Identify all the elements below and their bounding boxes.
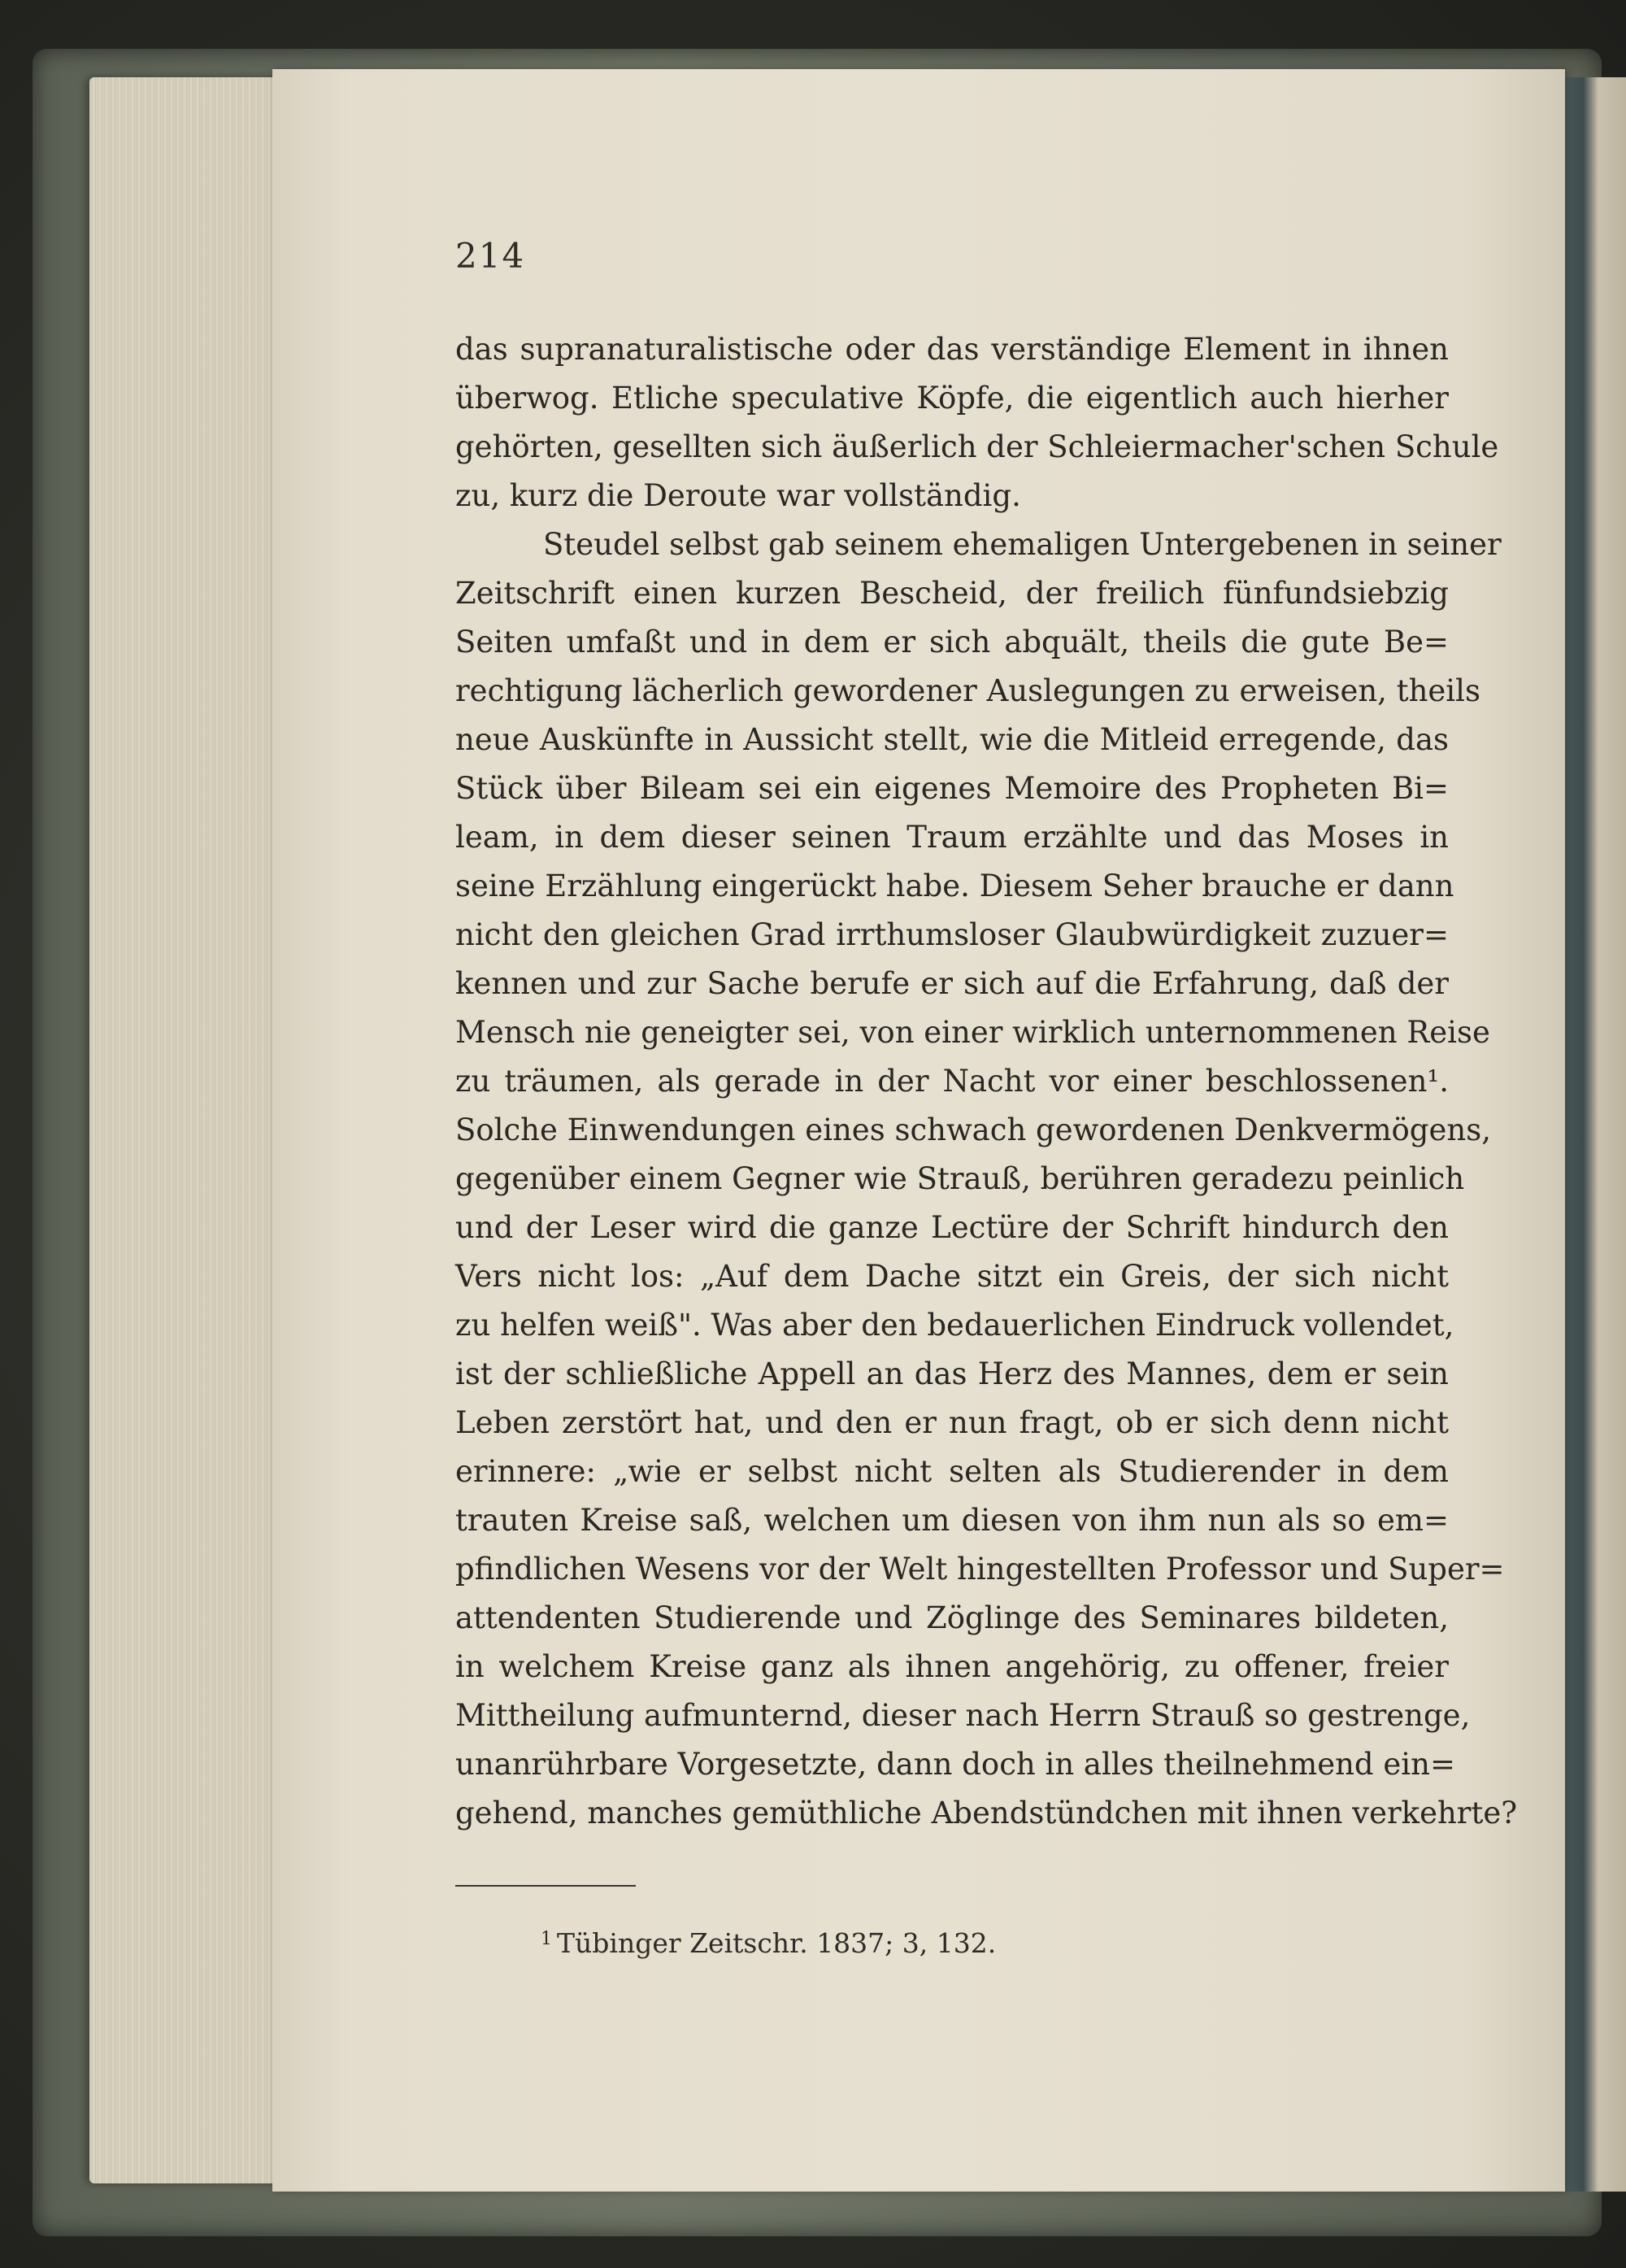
page-stack-edge [89,77,285,2183]
text-line: in welchem Kreise ganz als ihnen angehörig, zu offener, freier [455,1649,1449,1684]
text-line: neue Auskünfte in Aussicht stellt, wie die Mitleid erregende, das [455,722,1449,757]
text-line: attendenten Studierende und Zöglinge des Seminares bildeten, [455,1600,1449,1635]
footnote-marker: 1 [541,1929,552,1949]
text-line: zu helfen weiß". Was aber den bedauerlichen Eindruck vollendet, [455,1308,1454,1343]
text-line: trauten Kreise saß, welchen um diesen von ihm nun als so em= [455,1503,1449,1538]
text-line: Stück über Bileam sei ein eigenes Memoire des Propheten Bi= [455,771,1449,806]
text-line: Solche Einwendungen eines schwach gewordenen Denkvermögens, [455,1112,1491,1147]
text-line: Mittheilung aufmunternd, dieser nach Herrn Strauß so gestrenge, [455,1698,1471,1733]
text-line: ist der schließliche Appell an das Herz des Mannes, dem er sein [455,1356,1449,1391]
text-line: pfindlichen Wesens vor der Welt hingestellten Professor und Super= [455,1552,1505,1587]
facing-page-edge [1565,77,1626,2192]
text-line: leam, in dem dieser seinen Traum erzählte und das Moses in [455,820,1449,855]
text-line: rechtigung lächerlich gewordener Auslegungen zu erweisen, theils [455,673,1480,708]
text-line: gegenüber einem Gegner wie Strauß, berühren geradezu peinlich [455,1161,1465,1196]
text-line: zu träumen, als gerade in der Nacht vor einer beschlossenen¹. [455,1064,1449,1099]
text-line: Zeitschrift einen kurzen Bescheid, der freilich fünfundsiebzig [455,576,1449,611]
text-line: gehörten, gesellten sich äußerlich der Schleiermacher'schen Schule [455,429,1499,464]
text-line: kennen und zur Sache berufe er sich auf die Erfahrung, daß der [455,966,1449,1001]
footnote [541,1927,996,1959]
footnote-text: Tübinger Zeitschr. 1837; 3, 132. [557,1927,997,1959]
text-line: Leben zerstört hat, und den er nun fragt, ob er sich denn nicht [455,1405,1449,1440]
text-line: überwog. Etliche speculative Köpfe, die eigentlich auch hierher [455,381,1449,416]
text-line: Steudel selbst gab seinem ehemaligen Untergebenen in seiner [543,527,1502,562]
text-line: Seiten umfaßt und in dem er sich abquält, theils die gute Be= [455,625,1449,660]
text-line: zu, kurz die Deroute war vollständig. [455,478,1021,513]
text-line: Mensch nie geneigter sei, von einer wirklich unternommenen Reise [455,1015,1490,1050]
page-number: 214 [455,236,526,276]
text-line: und der Leser wird die ganze Lectüre der Schrift hindurch den [455,1210,1449,1245]
text-line: Vers nicht los: „Auf dem Dache sitzt ein Greis, der sich nicht [455,1259,1449,1294]
text-line: gehend, manches gemüthliche Abendstündchen mit ihnen verkehrte? [455,1796,1518,1831]
text-line: seine Erzählung eingerückt habe. Diesem Seher brauche er dann [455,868,1454,903]
text-line: das supranaturalistische oder das verständige Element in ihnen [455,332,1449,367]
text-line: unanrührbare Vorgesetzte, dann doch in alles theilnehmend ein= [455,1747,1455,1782]
text-line: nicht den gleichen Grad irrthumsloser Glaubwürdigkeit zuzuer= [455,917,1449,952]
text-line: erinnere: „wie er selbst nicht selten als Studierender in dem [455,1454,1449,1489]
footnote-rule [455,1885,636,1887]
